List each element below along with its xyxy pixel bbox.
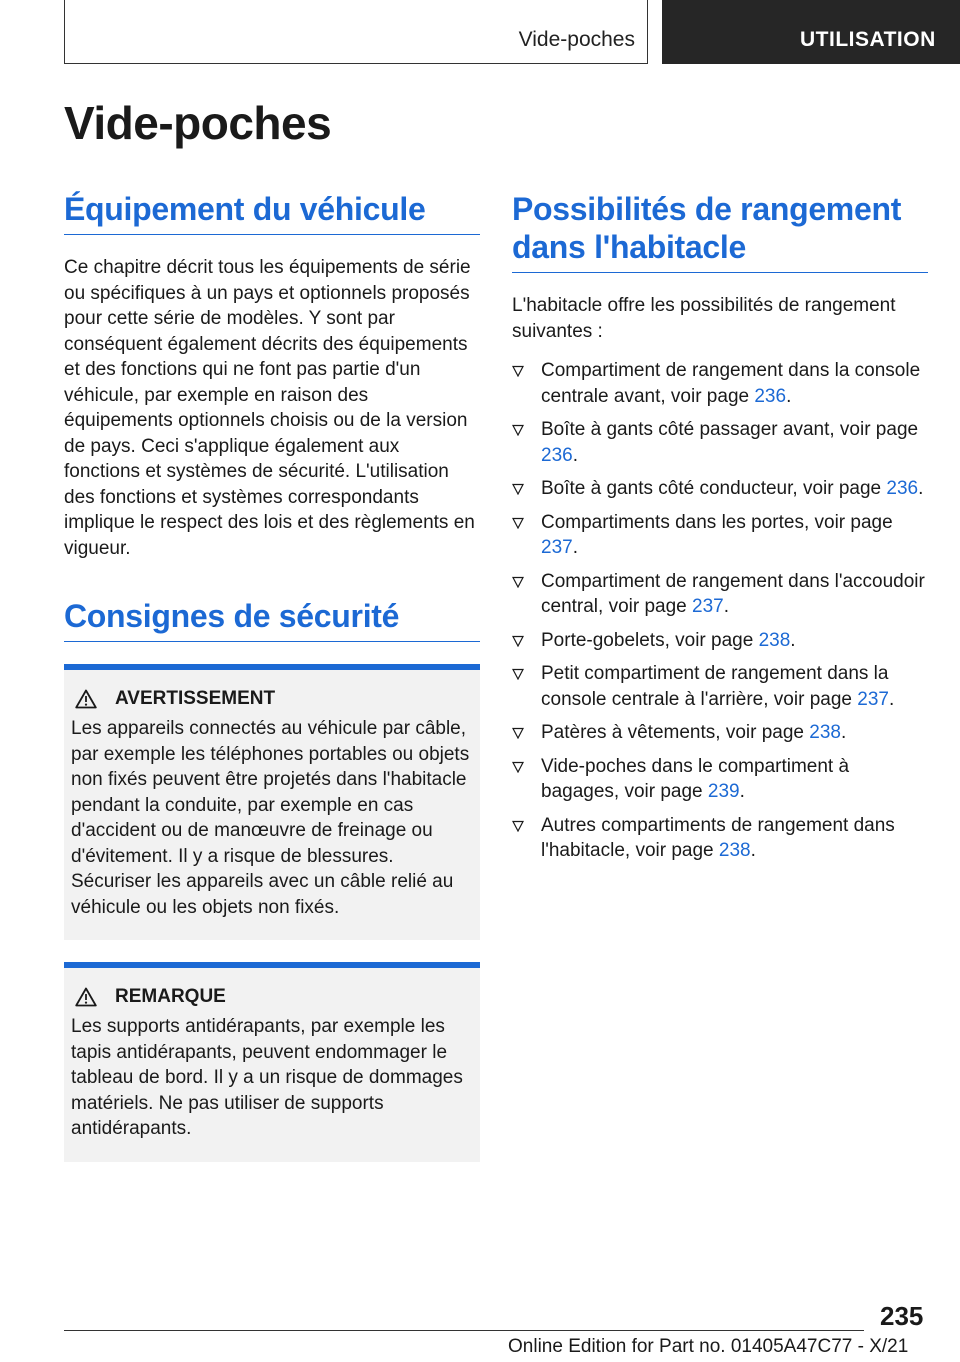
triangle-bullet-icon <box>512 365 524 377</box>
list-item-period: . <box>739 781 745 802</box>
header-section-title: Vide-poches <box>518 28 635 51</box>
triangle-bullet-icon <box>512 761 524 773</box>
triangle-bullet-icon <box>512 517 524 529</box>
page-link[interactable]: 236 <box>754 385 787 407</box>
warning-text: Les appareils connectés au véhicule par câble, par exemple les téléphones portables ou objets non fixés peuvent être projetés dans l'habitacle pendant la conduite, par exemple en cas d'accident ou de manœuvre de freinage ou d'évitement. Il y a risque de blessures. Sécuriser les appareils avec un câble relié au véhicule ou les objets non fixés. <box>71 718 470 918</box>
list-item-text: Compartiment de rangement dans la console centrale avant, voir page <box>541 360 921 407</box>
equipment-heading: Équipement du véhicule <box>64 190 480 235</box>
list-item <box>512 628 928 654</box>
page-link[interactable]: 238 <box>718 840 751 861</box>
page-link[interactable]: 237 <box>692 596 724 617</box>
page-link[interactable]: 236 <box>886 478 919 499</box>
warning-label: AVERTISSEMENT <box>115 688 276 709</box>
equipment-text: Ce chapitre décrit tous les équipements de série ou spécifiques à un pays et optionnels proposés pour cette série de modèles. Y sont par conséquent également décrits des équipements et des fonctions qui ne font pas partie d'un véhicule, par exemple en raison des équipements optionnels choisis ou de la version de pays. Ceci s'applique également aux fonctions et systèmes de sécurité. L'utilisation des fonctions et systèmes correspondants implique le respect des lois et des règlements en vigueur. <box>64 257 475 559</box>
list-item-text: Autres compartiments de rangement dans l'habitacle, voir page <box>541 814 895 861</box>
list-item <box>512 510 928 561</box>
list-item-period: . <box>790 629 796 651</box>
list-item <box>512 358 928 409</box>
warning-triangle-icon <box>75 689 97 709</box>
storage-heading: Possibilités de rangement dans l'habitacle <box>512 190 928 273</box>
note-box <box>64 962 480 1162</box>
note-label: REMARQUE <box>115 986 226 1007</box>
list-item-text: Compartiment de rangement dans l'accoudoir central, voir page <box>541 570 925 617</box>
note-text: Les supports antidérapants, par exemple les tapis antidérapants, peuvent endommager le tableau de bord. Il y a un risque de dommages matériels. Ne pas utiliser de supports antidérapants. <box>71 1016 463 1139</box>
list-item <box>512 569 928 620</box>
triangle-bullet-icon <box>512 820 524 832</box>
triangle-bullet-icon <box>512 727 524 739</box>
list-item-period: . <box>888 688 895 710</box>
list-item <box>512 476 928 502</box>
page-link[interactable]: 238 <box>809 722 841 743</box>
list-item-text: Petit compartiment de rangement dans la console centrale à l'arrière, voir page <box>541 663 889 710</box>
list-item-period: . <box>750 840 756 861</box>
list-item-text: Boîte à gants côté passager avant, voir page <box>541 419 919 440</box>
storage-list <box>512 358 928 864</box>
warning-header <box>75 688 473 710</box>
header-chapter-title: UTILISATION <box>800 28 936 51</box>
safety-heading: Consignes de sécurité <box>64 597 480 642</box>
footer-divider <box>64 1330 864 1331</box>
page-header <box>0 0 960 66</box>
page-link[interactable]: 237 <box>857 688 889 710</box>
left-column <box>64 190 480 1162</box>
list-item <box>512 813 928 864</box>
list-item-period: . <box>572 444 578 466</box>
right-column <box>512 190 928 872</box>
list-item-text: Patères à vêtements, voir page <box>541 722 810 743</box>
list-item-period: . <box>918 478 924 499</box>
list-item-text: Compartiments dans les portes, voir page <box>541 511 893 533</box>
list-item-period: . <box>786 385 792 407</box>
list-item-text: Boîte à gants côté conducteur, voir page <box>541 478 887 499</box>
list-item-period: . <box>840 722 847 743</box>
list-item-text: Porte-gobelets, voir page <box>541 629 759 651</box>
list-item <box>512 754 928 805</box>
triangle-bullet-icon <box>512 483 524 495</box>
warning-box <box>64 664 480 940</box>
list-item <box>512 417 928 468</box>
triangle-bullet-icon <box>512 635 524 647</box>
page-number: 235 <box>880 1301 924 1331</box>
page-title: Vide-poches <box>64 97 332 149</box>
list-item <box>512 661 928 712</box>
footer-edition: Online Edition for Part no. 01405A47C77 - X/21 <box>508 1336 909 1357</box>
page-link[interactable]: 238 <box>758 629 791 651</box>
triangle-bullet-icon <box>512 576 524 588</box>
note-header <box>75 986 473 1008</box>
header-section-box <box>64 0 648 64</box>
page-link[interactable]: 237 <box>541 537 573 558</box>
storage-intro: L'habitacle offre les possibilités de rangement suivantes : <box>512 295 896 342</box>
list-item-period: . <box>572 537 578 558</box>
list-item-text: Vide-poches dans le compartiment à bagages, voir page <box>541 755 850 802</box>
page-link[interactable]: 239 <box>707 781 740 802</box>
warning-triangle-icon <box>75 987 97 1007</box>
triangle-bullet-icon <box>512 424 524 436</box>
list-item <box>512 720 928 746</box>
page-link[interactable]: 236 <box>541 444 573 466</box>
triangle-bullet-icon <box>512 668 524 680</box>
header-chapter-box <box>662 0 960 64</box>
list-item-period: . <box>723 596 730 617</box>
